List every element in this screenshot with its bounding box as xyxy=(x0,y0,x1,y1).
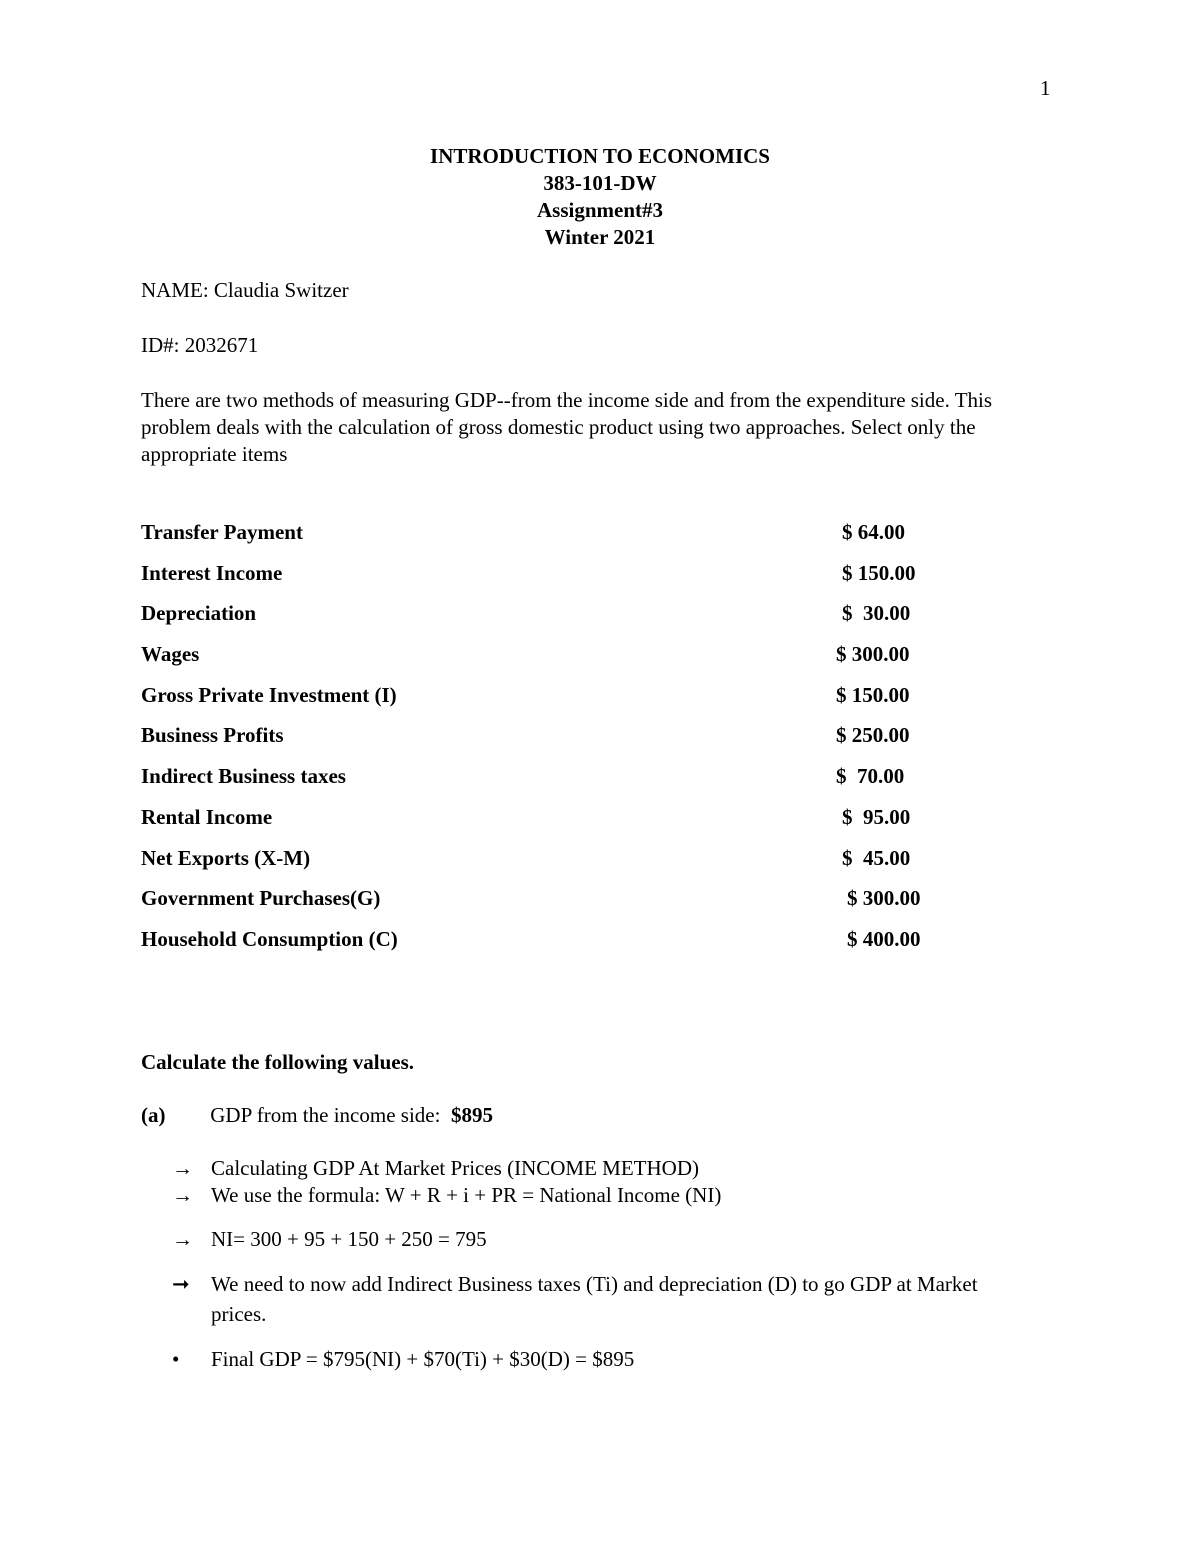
item-value: $ 150.00 xyxy=(842,560,916,585)
item-label: Net Exports (X-M) xyxy=(141,845,311,870)
assignment-title: Assignment#3 xyxy=(536,198,663,222)
part-question: GDP from the income side: xyxy=(210,1103,441,1127)
student-id: ID#: 2032671 xyxy=(141,333,259,357)
term: Winter 2021 xyxy=(544,225,656,249)
bullet-icon: • xyxy=(172,1347,180,1371)
solution-step xyxy=(172,1153,1032,1183)
part-label: (a) xyxy=(141,1103,166,1127)
item-value: $ 30.00 xyxy=(842,601,911,626)
item-label: Indirect Business taxes xyxy=(141,764,346,789)
page-number: 1 xyxy=(1040,76,1051,100)
course-title: INTRODUCTION TO ECONOMICS xyxy=(430,144,770,168)
item-value: $ 95.00 xyxy=(842,804,911,829)
part-answer: $895 xyxy=(450,1103,493,1127)
step-text: We use the formula: W + R + i + PR = National Income (NI) xyxy=(211,1183,722,1207)
list-item xyxy=(141,642,961,683)
arrow-icon: → xyxy=(172,1183,193,1207)
solution-step xyxy=(172,1224,1032,1254)
item-label: Depreciation xyxy=(141,601,257,626)
item-label: Household Consumption (C) xyxy=(141,926,398,951)
list-item xyxy=(141,723,961,764)
item-label: Rental Income xyxy=(141,804,273,829)
student-name: NAME: Claudia Switzer xyxy=(141,278,349,302)
solution-step xyxy=(172,1269,1032,1329)
item-label: Wages xyxy=(141,642,200,667)
list-item xyxy=(141,601,961,642)
item-value: $ 64.00 xyxy=(842,520,905,544)
list-item xyxy=(141,927,961,968)
step-text: Final GDP = $795(NI) + $70(Ti) + $30(D) = $895 xyxy=(211,1347,635,1371)
item-label: Business Profits xyxy=(141,723,284,748)
solution-step xyxy=(172,1344,1032,1374)
item-value: $ 400.00 xyxy=(847,926,921,951)
list-item xyxy=(141,846,961,887)
arrow-icon: → xyxy=(172,1227,193,1251)
solution-step xyxy=(172,1180,1032,1210)
list-item xyxy=(141,683,961,724)
list-item xyxy=(141,520,961,561)
item-value: $ 300.00 xyxy=(847,886,921,911)
step-text: We need to now add Indirect Business taxes (Ti) and depreciation (D) to go GDP at Market prices. xyxy=(211,1272,978,1326)
item-label: Transfer Payment xyxy=(141,520,303,544)
item-value: $ 70.00 xyxy=(836,764,905,789)
item-value: $ 250.00 xyxy=(836,723,910,748)
list-item xyxy=(141,805,961,846)
step-text: NI= 300 + 95 + 150 + 250 = 795 xyxy=(211,1227,487,1251)
item-label: Interest Income xyxy=(141,560,283,585)
part-a-question xyxy=(141,1103,493,1128)
items-list xyxy=(141,520,961,968)
calc-heading: Calculate the following values. xyxy=(141,1050,414,1074)
item-label: Gross Private Investment (I) xyxy=(141,682,397,707)
title-block xyxy=(0,143,1200,251)
list-item xyxy=(141,561,961,602)
item-value: $ 150.00 xyxy=(836,682,910,707)
arrow-icon: ➞ xyxy=(172,1272,190,1296)
list-item xyxy=(141,886,961,927)
item-value: $ 300.00 xyxy=(836,642,910,667)
step-text: Calculating GDP At Market Prices (INCOME METHOD) xyxy=(211,1156,699,1180)
intro-paragraph: There are two methods of measuring GDP--from the income side and from the expenditure side. This problem deals with the calculation of gross domestic product using two approaches. Select only the appropriate items xyxy=(141,388,993,466)
item-label: Government Purchases(G) xyxy=(141,886,381,911)
course-code: 383-101-DW xyxy=(543,171,657,195)
list-item xyxy=(141,764,961,805)
item-value: $ 45.00 xyxy=(842,845,911,870)
arrow-icon: → xyxy=(172,1156,193,1180)
